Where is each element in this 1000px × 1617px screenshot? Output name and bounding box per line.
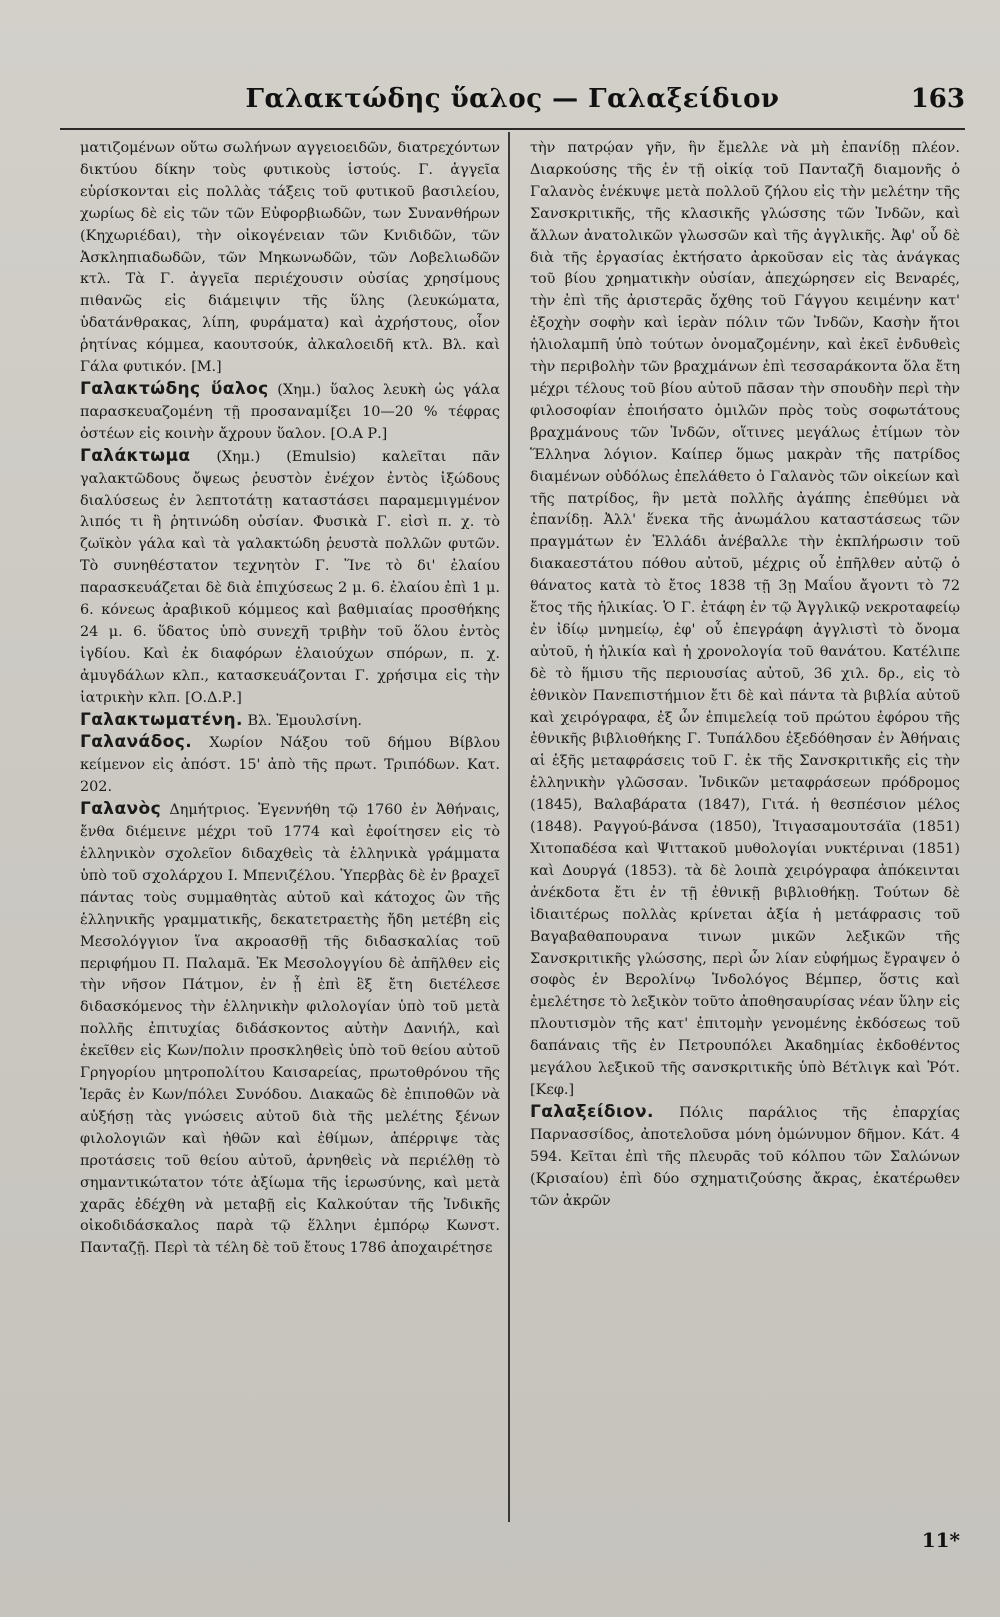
- entry-text: (Χημ.) ὕαλος λευκὴ ὡς γάλα παρασκευαζομένη τῇ προσαναμίξει 10—20 % τέφρας ὀστέων εἰς κοινὴν ἄχρουν ὕαλον. [Ο.Α Ρ.]: [80, 381, 500, 442]
- column-divider: [508, 132, 510, 1522]
- entry-galaktomatini: [80, 710, 500, 733]
- entry-galanados: [80, 732, 500, 799]
- entry-headword: Γαλάκτωμα: [80, 445, 191, 466]
- paragraph-text: τὴν πατρῴαν γῆν, ἣν ἔμελλε νὰ μὴ ἐπανίδῃ πλέον. Διαρκούσης τῆς ἐν τῇ οἰκίᾳ τοῦ Πανταζῆ διαμονῆς ὁ Γαλανὸς ἐνέκυψε μετὰ πολλοῦ ζήλου εἰς τὴν μελέτην τῆς Σανσκριτικῆς, τῆς κλασικῆς γλώσσης τῶν Ἰνδῶν, καὶ ἄλλων ἀνατολικῶν γλωσσῶν καὶ τῆς ἀγγλικῆς. Ἀφ' οὗ δὲ διὰ τῆς ἐργασίας ἐκτήσατο ἀρκοῦσαν εἰς τὰς ἀνάγκας τοῦ βίου χρηματικὴν οὐσίαν, ἀπεχώρησεν εἰς Βεναρές, τὴν ἐπὶ τῆς ἀριστερᾶς ὄχθης τοῦ Γάγγου κειμένην κατ' ἐξοχὴν σοφὴν καὶ ἱερὰν πόλιν τῶν Ἰνδῶν, Κασὴν ἤτοι ἡλιολαμπῆ ὑπὸ τούτων ὀνομαζομένην, καὶ ἐκεῖ ἐνδυθεὶς τὴν περιβολὴν τῶν βραχμάνων ἐπὶ τεσσαράκοντα ὅλα ἔτη μέχρι τέλους τοῦ βίου αὐτοῦ πᾶσαν τὴν σπουδὴν περὶ τὴν φιλοσοφίαν ἐποιήσατο ὁμιλῶν πρὸς τοὺς σοφωτάτους βραχμάνους τῶν Ἰνδῶν, οἵτινες μεγάλως ἐτίμων τὸν Ἕλληνα λόγιον. Καίπερ ὅμως μακρὰν τῆς πατρίδος διαμένων οὐδόλως ἐπελάθετο ὁ Γαλανὸς τῶν οἰκείων καὶ τῆς πατρίδος, ἣν μετὰ πολλῆς ἀγάπης ἐπεθύμει νὰ ἐπανίδῃ. Ἀλλ' ἕνεκα τῆς ἀνωμάλου καταστάσεως τῶν πραγμάτων ἐν Ἑλλάδι ἀνέβαλλε τὴν ἐκπλήρωσιν τοῦ διακαεστάτου πόθου αὐτοῦ, μέχρις οὗ ἐπῆλθεν αὐτῷ ὁ θάνατος κατὰ τὸ ἔτος 1838 τῇ 3ῃ Μαΐου ἄγοντι τὸ 72 ἔτος τῆς ἡλικίας. Ὁ Γ. ἐτάφη ἐν τῷ Ἀγγλικῷ νεκροταφείῳ ἐν ἰδίῳ μνημείῳ, ἐφ' οὗ ἐπεγράφη ἀγγλιστὶ τὸ ὄνομα αὐτοῦ, ἡ ἡλικία καὶ ἡ χρονολογία τοῦ θανάτου. Κατέλιπε δὲ τὸ ἥμισυ τῆς περιουσίας αὐτοῦ, 36 χιλ. δρ., εἰς τὸ ἐθνικὸν Πανεπιστήμιον ἔτι δὲ καὶ πάντα τὰ βιβλία αὐτοῦ καὶ χειρόγραφα, ἐξ ὧν ἐπιμελείᾳ τοῦ πρώτου ἐφόρου τῆς ἐθνικῆς βιβλιοθήκης Γ. Τυπάλδου ἐξεδόθησαν ἐν Ἀθήναις αἱ ἑξῆς μεταφράσεις τοῦ Γ. ἐκ τῆς Σανσκριτικῆς εἰς τὴν ἑλληνικὴν γλῶσσαν. Ἰνδικῶν μεταφράσεων πρόδρομος (1845), Βαλαβάρατα (1847), Γιτά. ἡ θεσπέσιον μέλος (1848). Ραγγού-βάνσα (1850), Ἰτιγασαμουτσάϊα (1851) Χιτοπαδέσα καὶ Ψιττακοῦ μυθολογίαι νυκτέριναι (1851) καὶ Δουργά (1853). τὰ δὲ λοιπὰ χειρόγραφα ἀπόκεινται ἀνέκδοτα ἔτι ἐν τῇ ἐθνικῇ βιβλιοθήκῃ. Τούτων δὲ ἰδιαιτέρως πολλὰς κρίνεται ἀξία ἡ μετάφρασις τοῦ Βαγαβαθαπουρανα τινων μικῶν λεξικῶν τῆς Σανσκριτικῆς γλώσσης, περὶ ὧν λίαν εὐφήμως ἔγραψεν ὁ σοφὸς ἐν Βερολίνῳ Ἰνδολόγος Βέμπερ, ὅστις καὶ ἐμελέτησε τὸ λεξικὸν τοῦτο ἀποθησαυρίσας νέαν ὕλην εἰς πλουτισμὸν τῆς κατ' ἐπιτομὴν γενομένης ἐκδόσεως τοῦ δαπάναις τῆς ἐν Πετρουπόλει Ἀκαδημίας ἐκδοθέντος μεγάλου λεξικοῦ τῆς σανσκριτικῆς ὑπὸ Βέτλιγκ καὶ Ῥότ. [Κεφ.]: [530, 140, 960, 1098]
- entry-galaxeidion: [530, 1102, 960, 1213]
- entry-headword: Γαλανάδος.: [80, 732, 193, 753]
- page-header: [60, 84, 965, 124]
- page-number: 163: [910, 84, 965, 114]
- left-column: [80, 138, 500, 1260]
- paragraph-text: ματιζομένων οὕτω σωλήνων αγγειοειδῶν, διατρεχόντων δικτύου δίκην τοὺς φυτικοὺς ἱστούς. Γ. ἀγγεῖα εὑρίσκονται εἰς πολλὰς τάξεις τοῦ φυτικοῦ βασιλείου, χωρίως δὲ εἰς τῶν τῶν Εὐφορβιωδῶν, των Συνανθήρων (Κηχωριέδαι), τὴν οἰκογένειαν τῶν Κνιδιδῶν, τῶν Ἀσκληπιαδωδῶν, τῶν Μηκωνωδῶν, τῶν Λοβελιωδῶν κτλ. Τὰ Γ. ἀγγεῖα περιέχουσιν οὐσίας χρησίμους πιθανῶς εἰς διάμειψιν τῆς ὕλης (λευκώματα, ὑδατάνθρακας, λίπη, φυράματα) καὶ ἀχρήστους, οἷον ῥητίνας κόμμεα, καουτσούκ, ἀλκαλοειδῆ κτλ. Βλ. καὶ Γάλα φυτικόν. [Μ.]: [80, 140, 500, 376]
- entry-galanos: [80, 799, 500, 1260]
- running-title: Γαλακτώδης ὕαλος — Γαλαξείδιον: [245, 84, 780, 114]
- continued-paragraph: [530, 138, 960, 1102]
- right-column: [530, 138, 960, 1212]
- continued-paragraph: [80, 138, 500, 379]
- entry-text: Βλ. Ἐμουλσίνη.: [242, 712, 362, 729]
- entry-galaktoma: [80, 446, 500, 710]
- entry-headword: Γαλακτώδης ὕαλος: [80, 378, 269, 399]
- entry-text: Χωρίον Νάξου τοῦ δήμου Βίβλου κείμενον εἰς ἀπόστ. 15' ἀπὸ τῆς πρωτ. Τριπόδων. Κατ. 202.: [80, 735, 500, 796]
- entry-headword: Γαλανὸς: [80, 799, 162, 820]
- header-rule: [60, 128, 965, 130]
- entry-text: (Χημ.) (Emulsio) καλεῖται πᾶν γαλακτῶδους ὄψεως ῥευστὸν ἐνέχον ἐντὸς ἰξώδους διαλύσεως ἐν λεπτοτάτῃ καταστάσει παραμεμιγμένον λιπός τι ἢ ῥητινώδη οὐσίαν. Φυσικὰ Γ. εἰσὶ π. χ. τὸ ζωϊκὸν γάλα καὶ τὰ γαλακτώδη ῥευστὰ πολλῶν φυτῶν. Τὸ συνηθέστατον τεχνητὸν Γ. Ἵνε τὸ δι' ἐλαίου παρασκευάζεται δὲ διὰ ἐπιχύσεως 2 μ. 6. ἐλαίου ἐπὶ 1 μ. 6. κόνεως ἀραβικοῦ κόμμεος καὶ βαθμιαίας προσθήκης 24 μ. 6. ὕδατος ὑπὸ συνεχῆ τριβὴν τοῦ ὅλου ἐντὸς ἰγδίου. Καὶ ἐκ διαφόρων ἐλαιούχων σπόρων, π. χ. ἀμυγδάλων κλπ., κατασκευάζονται Γ. χρήσιμα εἰς τὴν ἰατρικὴν κλπ. [Ο.Δ.Ρ.]: [80, 448, 500, 706]
- entry-headword: Γαλακτωματένη.: [80, 709, 243, 730]
- entry-galaktodis-yalos: [80, 379, 500, 446]
- entry-text: Πόλις παράλιος τῆς ἐπαρχίας Παρνασσίδος, ἀποτελοῦσα μόνη ὁμώνυμον δῆμον. Κάτ. 4 594. Κεῖται ἐπὶ τῆς πλευρᾶς τοῦ κόλπου τῶν Σαλώνων (Κρισαίου) ἐπὶ δύο σχηματιζούσης ἄκρας, ἐκατέρωθεν τῶν ἀκρῶν: [530, 1104, 960, 1209]
- entry-text: Δημήτριος. Ἐγεννήθη τῷ 1760 ἐν Ἀθήναις, ἔνθα διέμεινε μέχρι τοῦ 1774 καὶ ἐφοίτησεν εἰς τὸ ἑλληνικὸν σχολεῖον διδαχθεὶς τὰ ἑλληνικὰ γράμματα ὑπὸ τοῦ σχολάρχου Ι. Μπενιζέλου. Ὑπερβὰς δὲ ἐν βραχεῖ πάντας τοὺς συμμαθητὰς αὐτοῦ καὶ κάτοχος ὢν τῆς ἑλληνικῆς γραμματικῆς, δεκατετραετὴς ἤδη μετέβη εἰς Μεσολόγγιον ἵνα ακροασθῇ τῆς διδασκαλίας τοῦ περιφήμου Π. Παλαμᾶ. Ἐκ Μεσολογγίου δὲ ἀπῆλθεν εἰς τὴν νῆσον Πάτμον, ἐν ᾗ ἐπὶ ἓξ ἔτη διετέλεσε διδασκόμενος τὴν ἑλληνικὴν φιλολογίαν ὑπὸ τοῦ μετὰ πολλῆς ἐπιτυχίας διδάσκοντος αὐτὴν Δανιήλ, καὶ ἐκεῖθεν εἰς Κων/πολιν προσκληθεὶς ὑπὸ τοῦ θείου αὐτοῦ Γρηγορίου μητροπολίτου Καισαρείας, πρωτοθρόνου τῆς Ἱερᾶς ἐν Κων/πόλει Συνόδου. Διακαῶς δὲ ἐπιποθῶν νὰ αὐξήσῃ τὰς γνώσεις αὐτοῦ διὰ τῆς μελέτης ξένων φιλολογιῶν καὶ ἠθῶν καὶ ἐθίμων, ἀπέρριψε τὰς προτάσεις τοῦ θείου αὐτοῦ, ἀρνηθεὶς νὰ περιέλθῃ τὸ σημαντικώτατον τότε ἀξίωμα τῆς ἱερωσύνης, καὶ μετὰ χαρᾶς ἐδέχθη νὰ μεταβῇ εἰς Καλκούταν τῆς Ἰνδικῆς οἰκοδιδάσκαλος παρὰ τῷ ἕλληνι ἐμπόρῳ Κωνστ. Πανταζῇ. Περὶ τὰ τέλη δὲ τοῦ ἔτους 1786 ἀποχαιρέτησε: [80, 802, 500, 1257]
- entry-headword: Γαλαξείδιον.: [530, 1101, 654, 1122]
- signature-mark: 11*: [921, 1528, 960, 1552]
